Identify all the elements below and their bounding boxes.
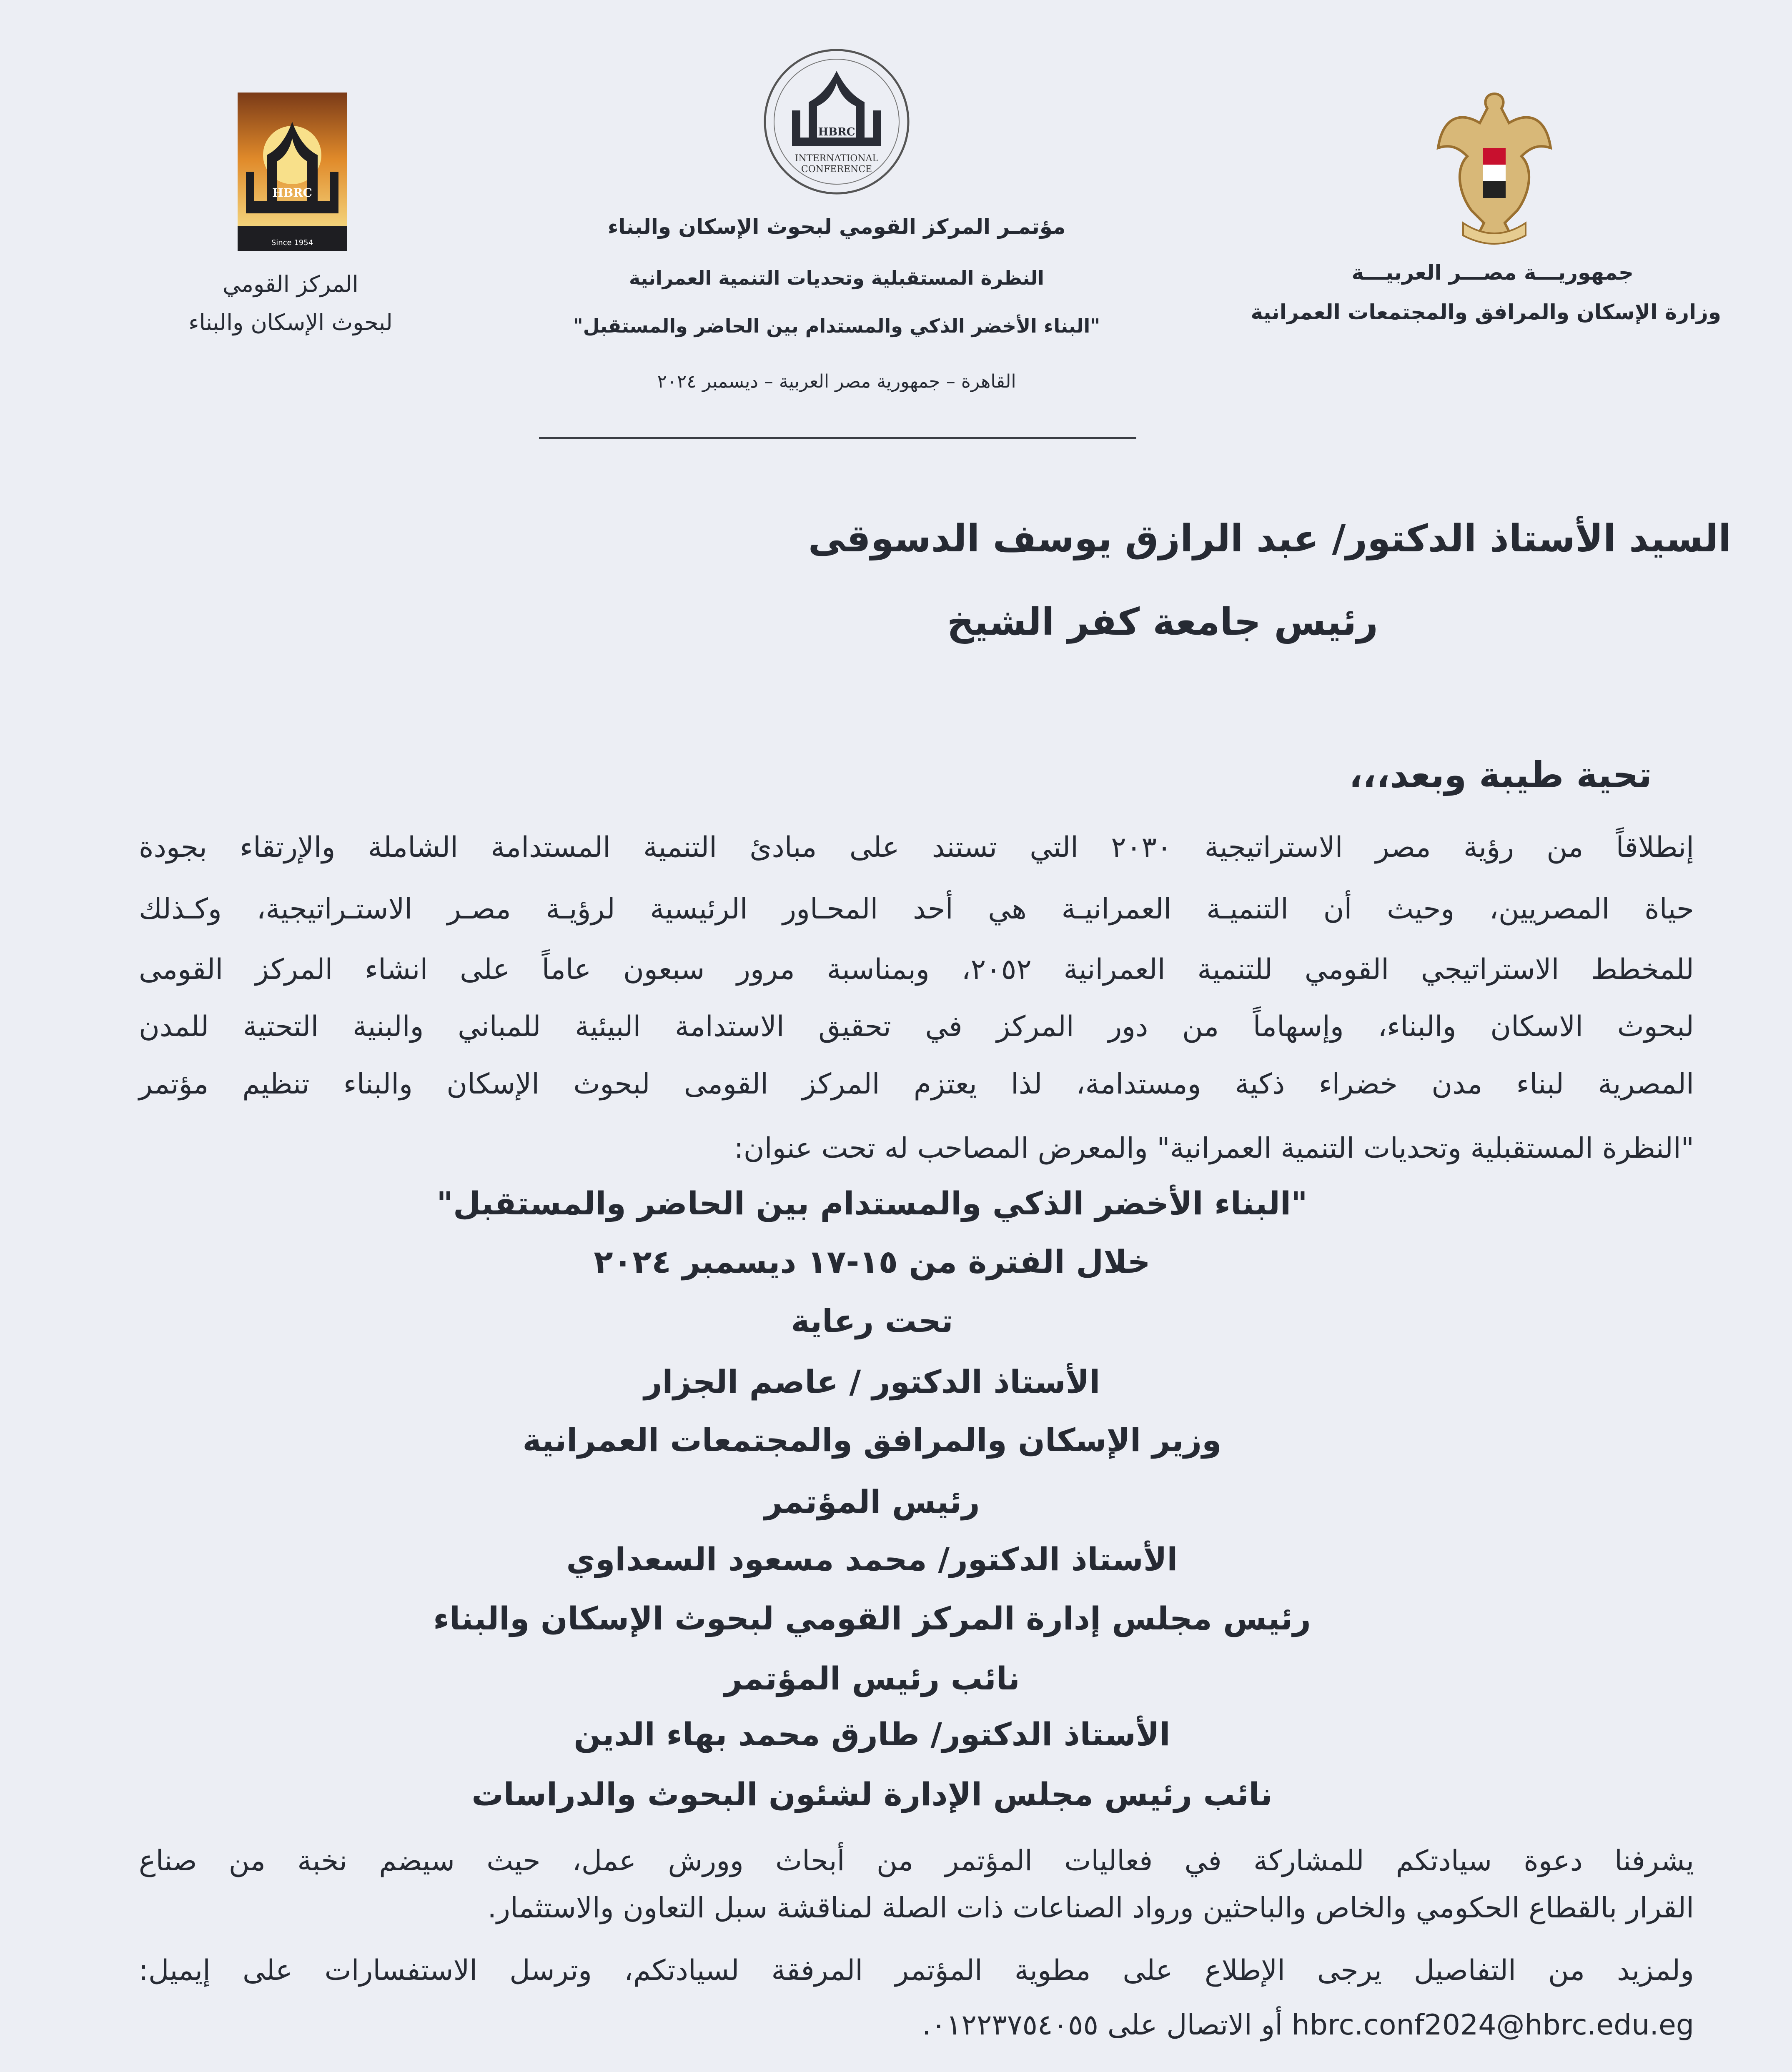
logo-conference-text: CONFERENCE [801,164,872,175]
hbrc-name-line1: المركز القومي [223,271,358,297]
vice-chair-name: الأستاذ الدكتور/ طارق محمد بهاء الدين [574,1716,1170,1753]
patron-title: وزير الإسكان والمرافق والمجتمعات العمرانية [522,1421,1222,1459]
paragraph3-line: ولمزيد من التفاصيل يرجى الإطلاع على مطوية المؤتمر المرفقة لسيادتكم، وترسل الاستفسارات على إيميل: [139,1954,1694,1987]
hbrc-conference-logo [763,48,911,196]
paragraph1-line: حياة المصريين، وحيث أن التنميـة العمرانيـة هي أحد المحـاور الرئيسية لرؤيـة مصـر الاستـراتيجية، وكـذلك [139,893,1694,926]
addressee-name: السيد الأستاذ الدكتور/ عبد الرازق يوسف الدسوقى [808,517,1731,561]
conference-theme: "البناء الأخضر الذكي والمستدام بين الحاضر والمستقبل" [573,315,1100,337]
conference-location-date: القاهرة – جمهورية مصر العربية – ديسمبر ٢٠٢٤ [657,371,1016,392]
conference-theme-line: "البناء الأخضر الذكي والمستدام بين الحاضر والمستقبل" [436,1185,1308,1222]
contact-line [922,2009,1694,2042]
patronage-label: تحت رعاية [791,1302,953,1339]
logo-since-text: Since 1954 [271,238,313,247]
paragraph2-line: يشرفنا دعوة سيادتكم للمشاركة في فعاليات المؤتمر من أبحاث وورش عمل، حيث سيضم نخبة من صناع [139,1844,1694,1877]
ministry-name: وزارة الإسكان والمرافق والمجتمعات العمرانية [1251,300,1721,324]
phone-prefix: أو الاتصال على [1107,2009,1283,2042]
chair-title: رئيس مجلس إدارة المركز القومي لبحوث الإسكان والبناء [433,1600,1311,1637]
conference-dates: خلال الفترة من ١٥-١٧ ديسمبر ٢٠٢٤ [594,1243,1150,1280]
header-divider [539,437,1136,439]
contact-email[interactable]: hbrc.conf2024@hbrc.edu.eg [1291,2009,1694,2042]
contact-phone[interactable]: ٠١٢٢٣٧٥٤٠٥٥. [922,2009,1099,2042]
paragraph1-line: المصرية لبناء مدن خضراء ذكية ومستدامة، لذا يعتزم المركز القومى لبحوث الإسكان والبناء تنظيم مؤتمر [139,1068,1694,1101]
paragraph1-line: إنطلاقاً من رؤية مصر الاستراتيجية ٢٠٣٠ التي تستند على مبادئ التنمية المستدامة الشاملة والإرتقاء بجودة [139,831,1694,864]
vice-chair-label: نائب رئيس المؤتمر [724,1660,1020,1697]
hbrc-name-line2: لبحوث الإسكان والبناء [188,309,393,335]
svg-text:HBRC: HBRC [272,186,312,200]
paragraph2-line: القرار بالقطاع الحكومي والخاص والباحثين ورواد الصناعات ذات الصلة لمناقشة سبل التعاون والاستثمار. [487,1892,1694,1924]
chair-label: رئيس المؤتمر [764,1483,980,1520]
paragraph1-line: لبحوث الاسكان والبناء، وإسهاماً من دور المركز في تحقيق الاستدامة البيئية للمباني والبنية التحتية للمدن [139,1010,1694,1043]
greeting: تحية طيبة وبعد،،، [1349,754,1652,796]
patron-name: الأستاذ الدكتور / عاصم الجزار [644,1363,1100,1400]
chair-name: الأستاذ الدكتور/ محمد مسعود السعداوي [566,1541,1178,1578]
egypt-eagle-emblem [1434,85,1555,252]
hbrc-logo [238,93,347,251]
logo-hbrc-text: HBRC [818,126,855,138]
conference-title: مؤتمـر المركز القومي لبحوث الإسكان والبناء [607,215,1066,239]
paragraph1-line: للمخطط الاستراتيجي القومي للتنمية العمرانية ٢٠٥٢، وبمناسبة مرور سبعون عاماً على انشاء المركز القومى [139,953,1694,986]
logo-international-text: INTERNATIONAL [794,153,879,164]
conference-subtitle: النظرة المستقبلية وتحديات التنمية العمرانية [629,267,1044,289]
paragraph1-line: "النظرة المستقبلية وتحديات التنمية العمرانية" والمعرض المصاحب له تحت عنوان: [734,1132,1694,1165]
vice-chair-title: نائب رئيس مجلس الإدارة لشئون البحوث والدراسات [471,1776,1273,1813]
country-name: جمهوريـــة مصـــر العربيـــة [1351,260,1634,285]
addressee-title: رئيس جامعة كفر الشيخ [947,600,1378,644]
